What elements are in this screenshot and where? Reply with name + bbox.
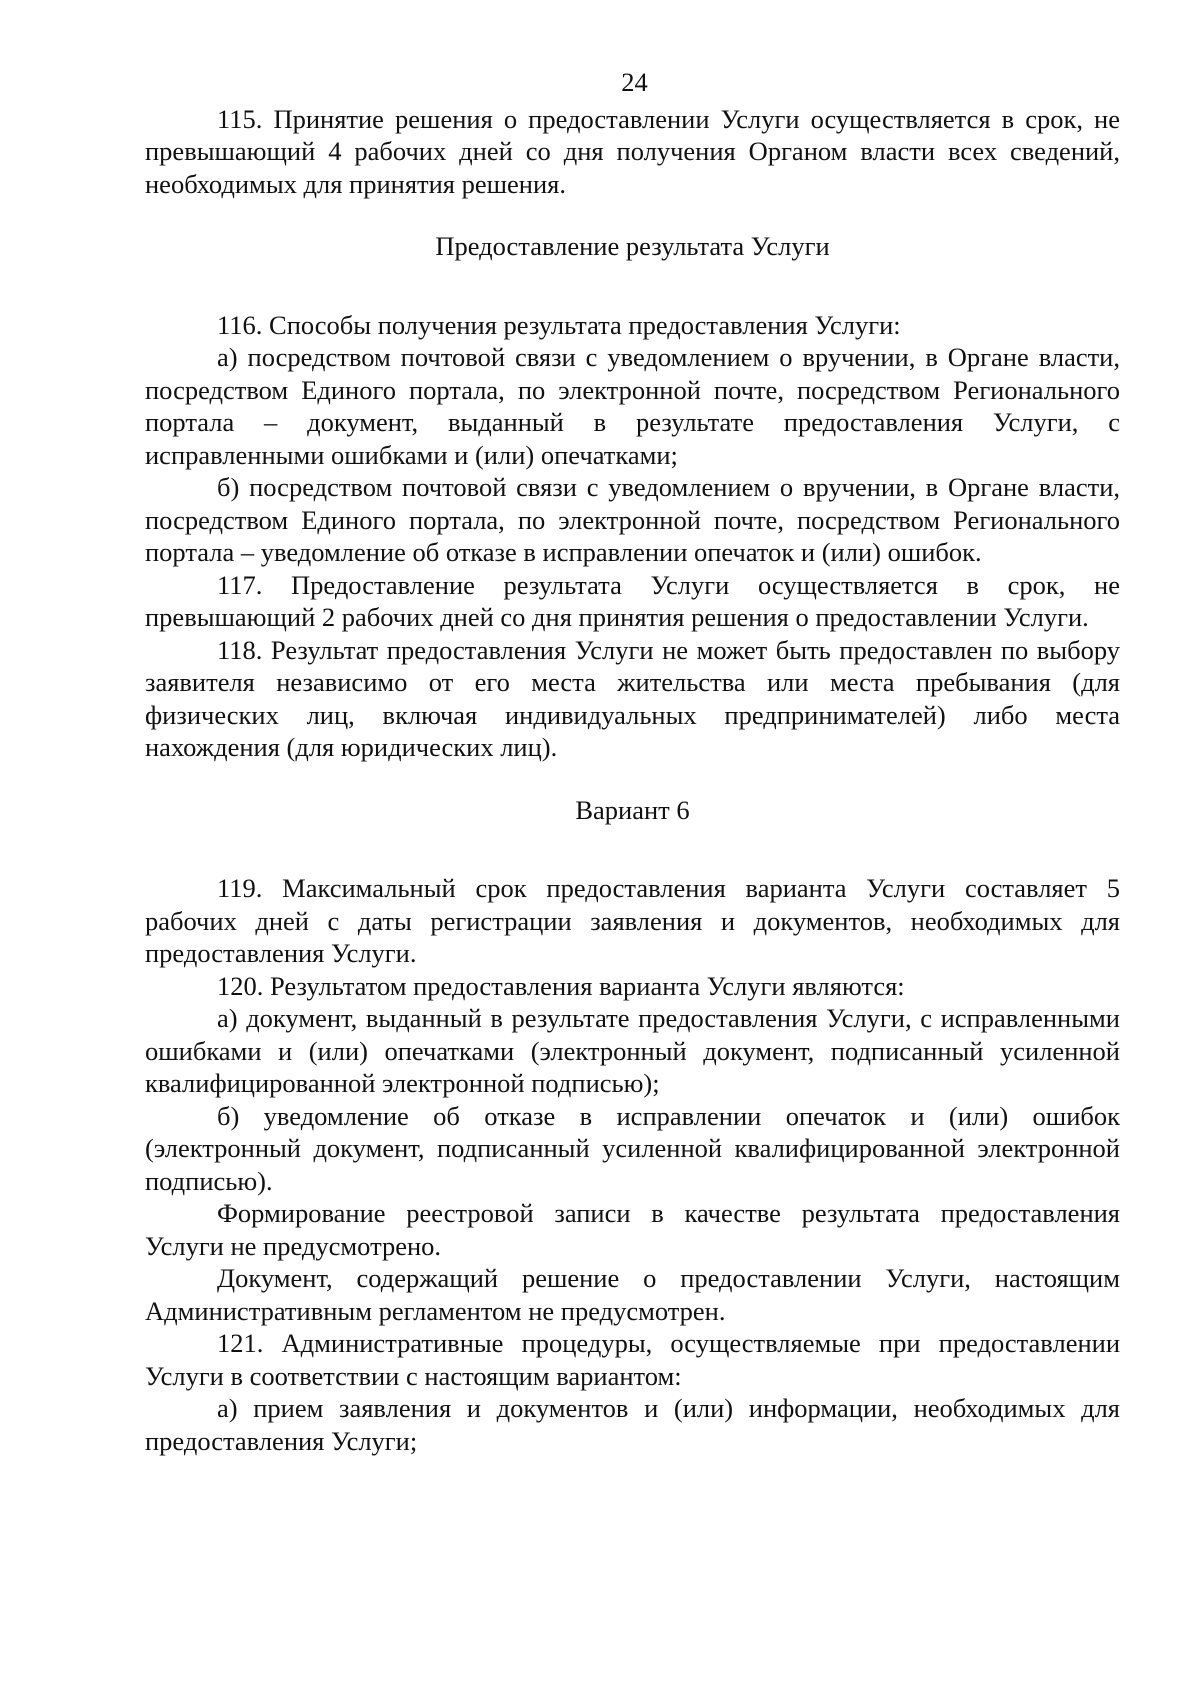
paragraph-118: 118. Результат предоставления Услуги не может быть предоставлен по выбору заявителя независимо от его места жительства или места пребывания (для физических лиц, включая индивидуальных предпринимателей) либо места нахождения (для юридических лиц). [145, 634, 1120, 762]
paragraph-115: 115. Принятие решения о предоставлении Услуги осуществляется в срок, не превышающий 4 рабочих дней со дня получения Органом власти всех сведений, необходимых для принятия решения. [145, 103, 1120, 199]
paragraph-registry-record: Формирование реестровой записи в качестве результата предоставления Услуги не предусмотрено. [145, 1198, 1120, 1261]
paragraph-121: 121. Административные процедуры, осуществляемые при предоставлении Услуги в соответствии с настоящим вариантом: [145, 1328, 1120, 1391]
paragraph-119: 119. Максимальный срок предоставления варианта Услуги составляет 5 рабочих дней с даты регистрации заявления и документов, необходимых для предоставления Услуги. [145, 873, 1120, 968]
paragraph-120-a: а) документ, выданный в результате предоставления Услуги, с исправленными ошибками и (или) опечатками (электронный документ, подписанный усиленной квалифицированной электронной подписью); [145, 1003, 1120, 1098]
section-heading-variant-6: Вариант 6 [575, 794, 690, 825]
paragraph-116: 116. Способы получения результата предоставления Услуги: [217, 309, 901, 340]
paragraph-121-a: а) прием заявления и документов и (или) информации, необходимых для предоставления Услуги; [145, 1393, 1120, 1456]
page-number: 24 [621, 67, 648, 97]
paragraph-decision-document: Документ, содержащий решение о предоставлении Услуги, настоящим Административным регламентом не предусмотрен. [145, 1263, 1120, 1326]
section-heading-result: Предоставление результата Услуги [435, 231, 830, 261]
paragraph-116-b: б) посредством почтовой связи с уведомлением о вручении, в Органе власти, посредством Единого портала, по электронной почте, посредством Регионального портала – уведомление об отказе в исправлении опечаток и (или) ошибок. [145, 472, 1120, 567]
paragraph-116-a: а) посредством почтовой связи с уведомлением о вручении, в Органе власти, посредством Единого портала, по электронной почте, посредством Регионального портала – документ, выданный в результате предоставления Услуги, с исправленными ошибками и (или) опечатками; [145, 342, 1120, 470]
paragraph-120-b: б) уведомление об отказе в исправлении опечаток и (или) ошибок (электронный документ, подписанный усиленной квалифицированной электронной подписью). [145, 1100, 1120, 1196]
paragraph-120: 120. Результатом предоставления варианта Услуги являются: [217, 970, 905, 1001]
paragraph-117: 117. Предоставление результата Услуги осуществляется в срок, не превышающий 2 рабочих дней со дня принятия решения о предоставлении Услуги. [145, 569, 1120, 632]
document-page [145, 66, 1120, 1457]
